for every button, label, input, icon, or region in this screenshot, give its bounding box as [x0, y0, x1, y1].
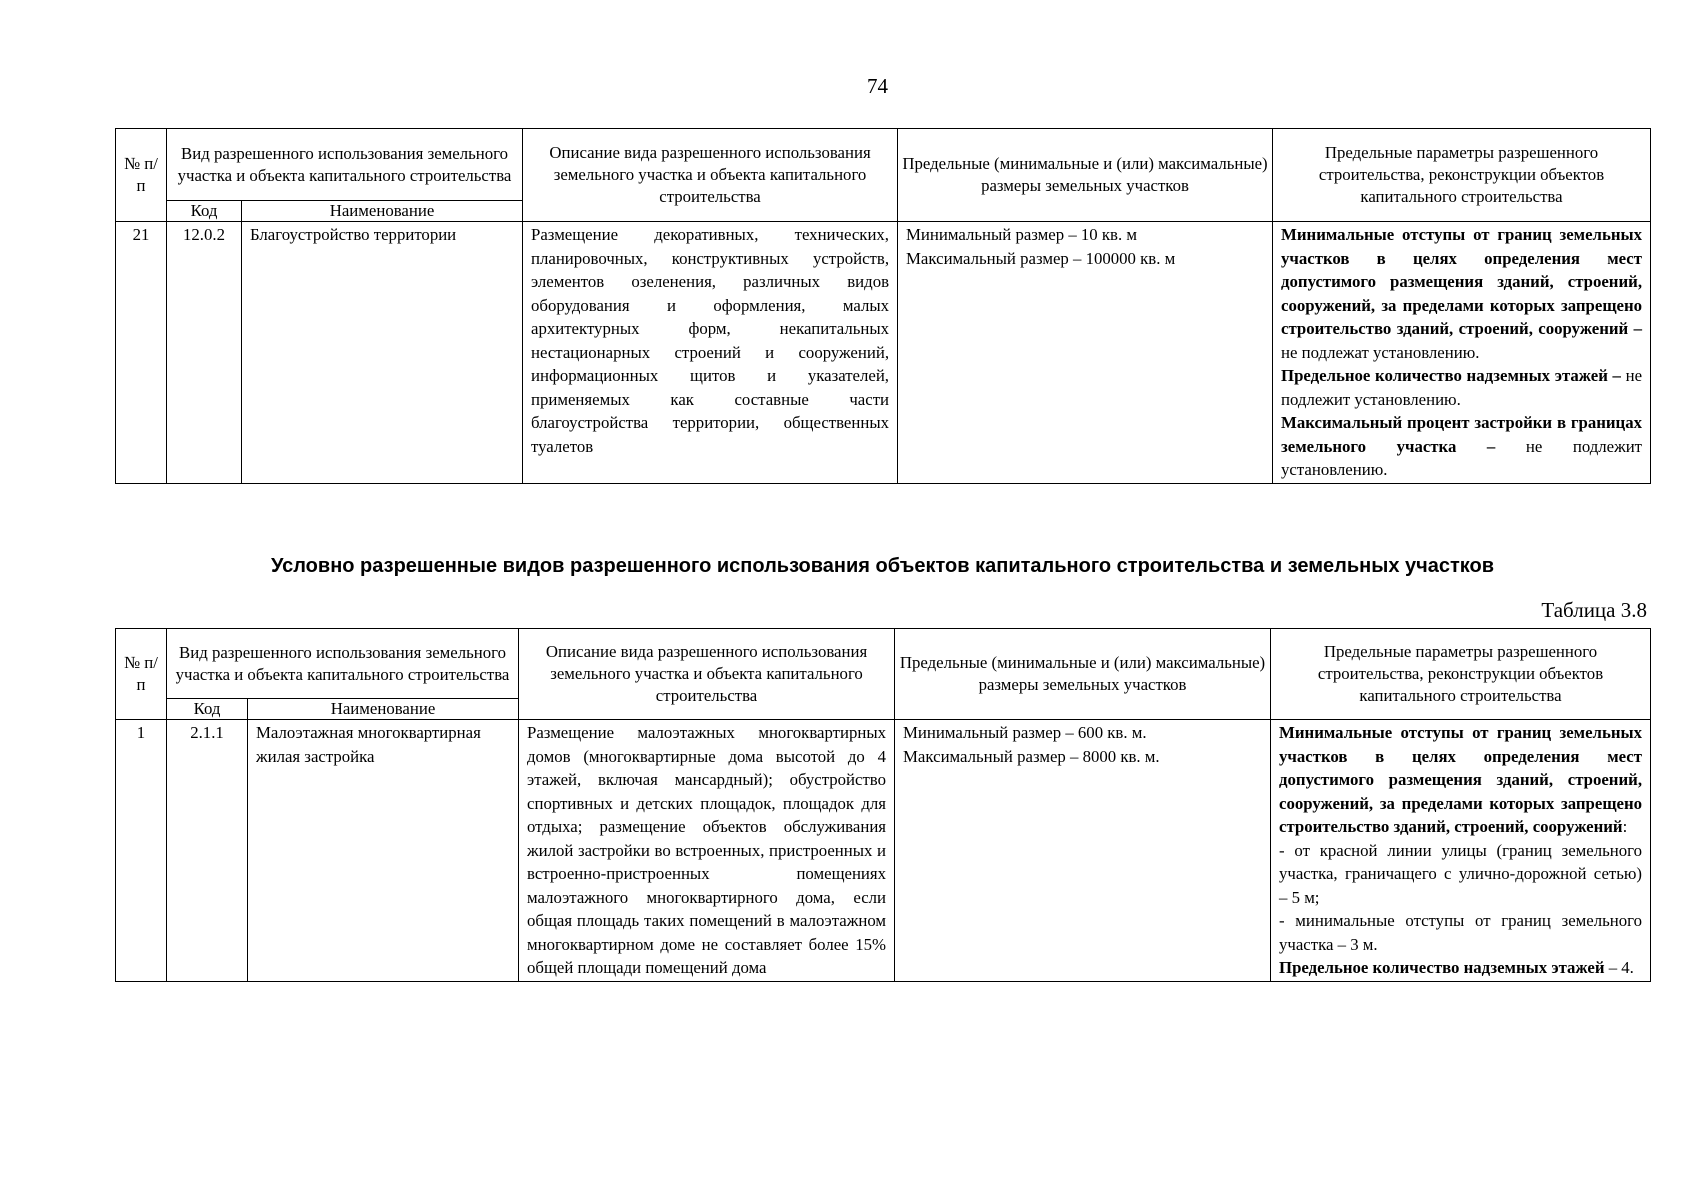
header-build-params: Предельные параметры разрешенного строительства, реконструкции объектов капитального строительства [1273, 129, 1651, 222]
param-coverage: Максимальный процент застройки в границах земельного участка – не подлежит установлению. [1281, 413, 1643, 479]
conditional-use-table [115, 628, 1651, 982]
param-floors: Предельное количество надземных этажей – 4. [1279, 958, 1634, 977]
header-use-type: Вид разрешенного использования земельного участка и объекта капитального строительства [167, 629, 519, 699]
param-setback-street: - от красной линии улицы (границ земельного участка, граничащего с улично-дорожной сетью) – 5 м; [1279, 840, 1643, 907]
header-num: № п/п [116, 629, 167, 720]
table-caption: Таблица 3.8 [1541, 598, 1647, 622]
header-code: Код [167, 201, 242, 222]
header-name: Наименование [242, 201, 523, 222]
section-title: Условно разрешенные видов разрешенного использования объектов капитального строительства и земельных участков [270, 555, 1495, 577]
table-row [116, 222, 1651, 484]
param-setbacks: Минимальные отступы от границ земельных участков в целях определения мест допустимого размещения зданий, строений, сооружений, за пределами которых запрещено строительство зданий, строений, сооружений – не подлежат установлению. [1281, 225, 1643, 362]
param-floors: Предельное количество надземных этажей – не подлежит установлению. [1281, 366, 1643, 409]
header-description: Описание вида разрешенного использования земельного участка и объекта капитального строительства [523, 129, 898, 222]
header-name: Наименование [248, 699, 519, 720]
row-code: 2.1.1 [167, 720, 248, 982]
size-max: Максимальный размер – 8000 кв. м. [903, 746, 1160, 766]
row-code: 12.0.2 [167, 222, 242, 484]
permitted-use-table-main [115, 128, 1651, 484]
header-description: Описание вида разрешенного использования земельного участка и объекта капитального строительства [519, 629, 895, 720]
row-build-params [1273, 222, 1651, 484]
row-plot-sizes [898, 222, 1273, 484]
header-plot-sizes: Предельные (минимальные и (или) максимальные) размеры земельных участков [895, 629, 1271, 720]
row-description: Размещение малоэтажных многоквартирных домов (многоквартирные дома высотой до 4 этажей, включая мансардный); обустройство спортивных и детских площадок, площадок для отдыха; размещение объектов обслуживания жилой застройки во встроенных, пристроенных и встроенно-пристроенных помещениях малоэтажного многоквартирного дома, если общая площадь таких помещений в малоэтажном многоквартирном доме не составляет более 15% общей площади помещений дома [519, 720, 895, 982]
header-use-type: Вид разрешенного использования земельного участка и объекта капитального строительства [167, 129, 523, 201]
table-row [116, 720, 1651, 982]
row-name: Благоустройство территории [242, 222, 523, 484]
header-plot-sizes: Предельные (минимальные и (или) максимальные) размеры земельных участков [898, 129, 1273, 222]
param-setback-plot: - минимальные отступы от границ земельного участка – 3 м. [1279, 911, 1643, 954]
header-build-params: Предельные параметры разрешенного строительства, реконструкции объектов капитального строительства [1271, 629, 1651, 720]
row-build-params [1271, 720, 1651, 982]
row-description: Размещение декоративных, технических, планировочных, конструктивных устройств, элементов озеленения, различных видов оборудования и оформления, малых архитектурных форм, некапитальных нестационарных строений и сооружений, информационных щитов и указателей, применяемых как составные части благоустройства территории, общественных туалетов [523, 222, 898, 484]
page-number: 74 [867, 74, 888, 98]
size-min: Минимальный размер – 10 кв. м [906, 225, 1137, 244]
row-plot-sizes [895, 720, 1271, 982]
param-setbacks: Минимальные отступы от границ земельных участков в целях определения мест допустимого размещения зданий, строений, сооружений, за пределами которых запрещено строительство зданий, строений, сооружений: [1279, 723, 1643, 836]
size-min: Минимальный размер – 600 кв. м. [903, 723, 1147, 742]
header-code: Код [167, 699, 248, 720]
row-number: 21 [116, 222, 167, 484]
row-number: 1 [116, 720, 167, 982]
header-num: № п/п [116, 129, 167, 222]
row-name: Малоэтажная многоквартирная жилая застройка [248, 720, 519, 982]
size-max: Максимальный размер – 100000 кв. м [906, 248, 1176, 268]
